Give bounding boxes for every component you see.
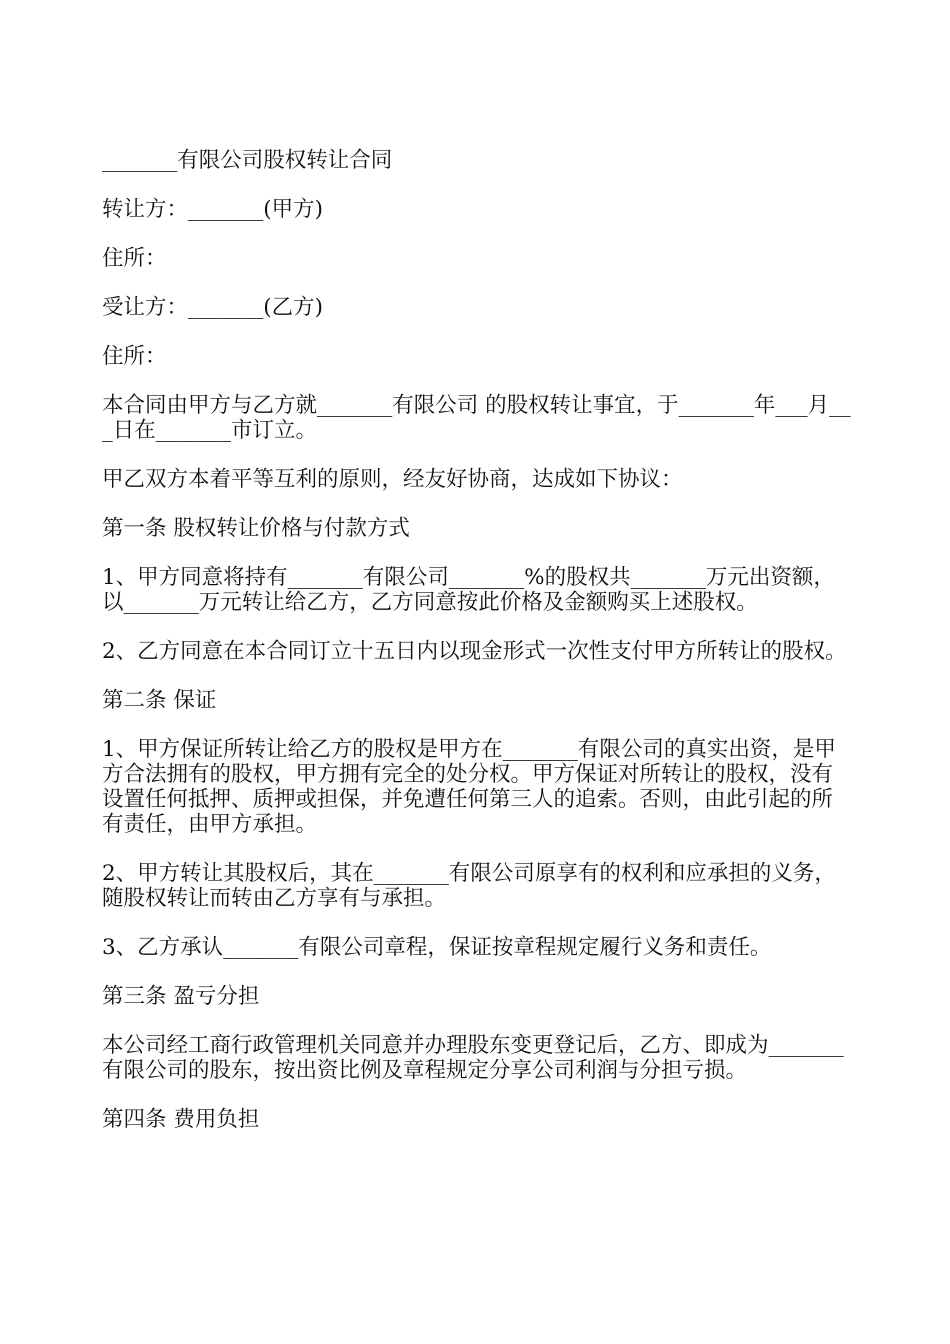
intro-paragraph: 本合同由甲方与乙方就_______有限公司 的股权转让事宜，于_______年___月___日在_______市订立。 bbox=[102, 393, 851, 443]
article-3-heading: 第三条 盈亏分担 bbox=[102, 984, 260, 1009]
contract-title: _______有限公司股权转让合同 bbox=[102, 148, 393, 173]
article-1-item-2: 2、乙方同意在本合同订立十五日内以现金形式一次性支付甲方所转让的股权。 bbox=[102, 639, 847, 664]
transferor-address: 住所： bbox=[102, 246, 167, 271]
transferee-address: 住所： bbox=[102, 344, 167, 369]
article-1-item-1: 1、甲方同意将持有_______有限公司_______%的股权共_______万元出资额，以_______万元转让给乙方，乙方同意按此价格及金额购买上述股权。 bbox=[102, 565, 835, 615]
transferor-line: 转让方：_______(甲方) bbox=[102, 197, 324, 222]
contract-body bbox=[102, 148, 852, 1156]
transferee-line: 受让方：_______(乙方) bbox=[102, 295, 324, 320]
article-1-heading: 第一条 股权转让价格与付款方式 bbox=[102, 516, 410, 541]
article-2-item-2: 2、甲方转让其股权后，其在_______有限公司原享有的权利和应承担的义务，随股权转让而转由乙方享有与承担。 bbox=[102, 861, 836, 911]
article-4-heading: 第四条 费用负担 bbox=[102, 1107, 260, 1132]
article-2-item-1: 1、甲方保证所转让给乙方的股权是甲方在_______有限公司的真实出资，是甲方合法拥有的股权，甲方拥有完全的处分权。甲方保证对所转让的股权，没有设置任何抵押、质押或担保，并免遭任何第三人的追索。否则，由此引起的所有责任，由甲方承担。 bbox=[102, 737, 836, 837]
article-3-item-1: 本公司经工商行政管理机关同意并办理股东变更登记后，乙方、即成为_______有限公司的股东，按出资比例及章程规定分享公司利润与分担亏损。 bbox=[102, 1033, 844, 1083]
article-2-item-3: 3、乙方承认_______有限公司章程，保证按章程规定履行义务和责任。 bbox=[102, 935, 772, 960]
agreement-paragraph: 甲乙双方本着平等互利的原则，经友好协商，达成如下协议： bbox=[102, 467, 683, 492]
article-2-heading: 第二条 保证 bbox=[102, 688, 217, 713]
